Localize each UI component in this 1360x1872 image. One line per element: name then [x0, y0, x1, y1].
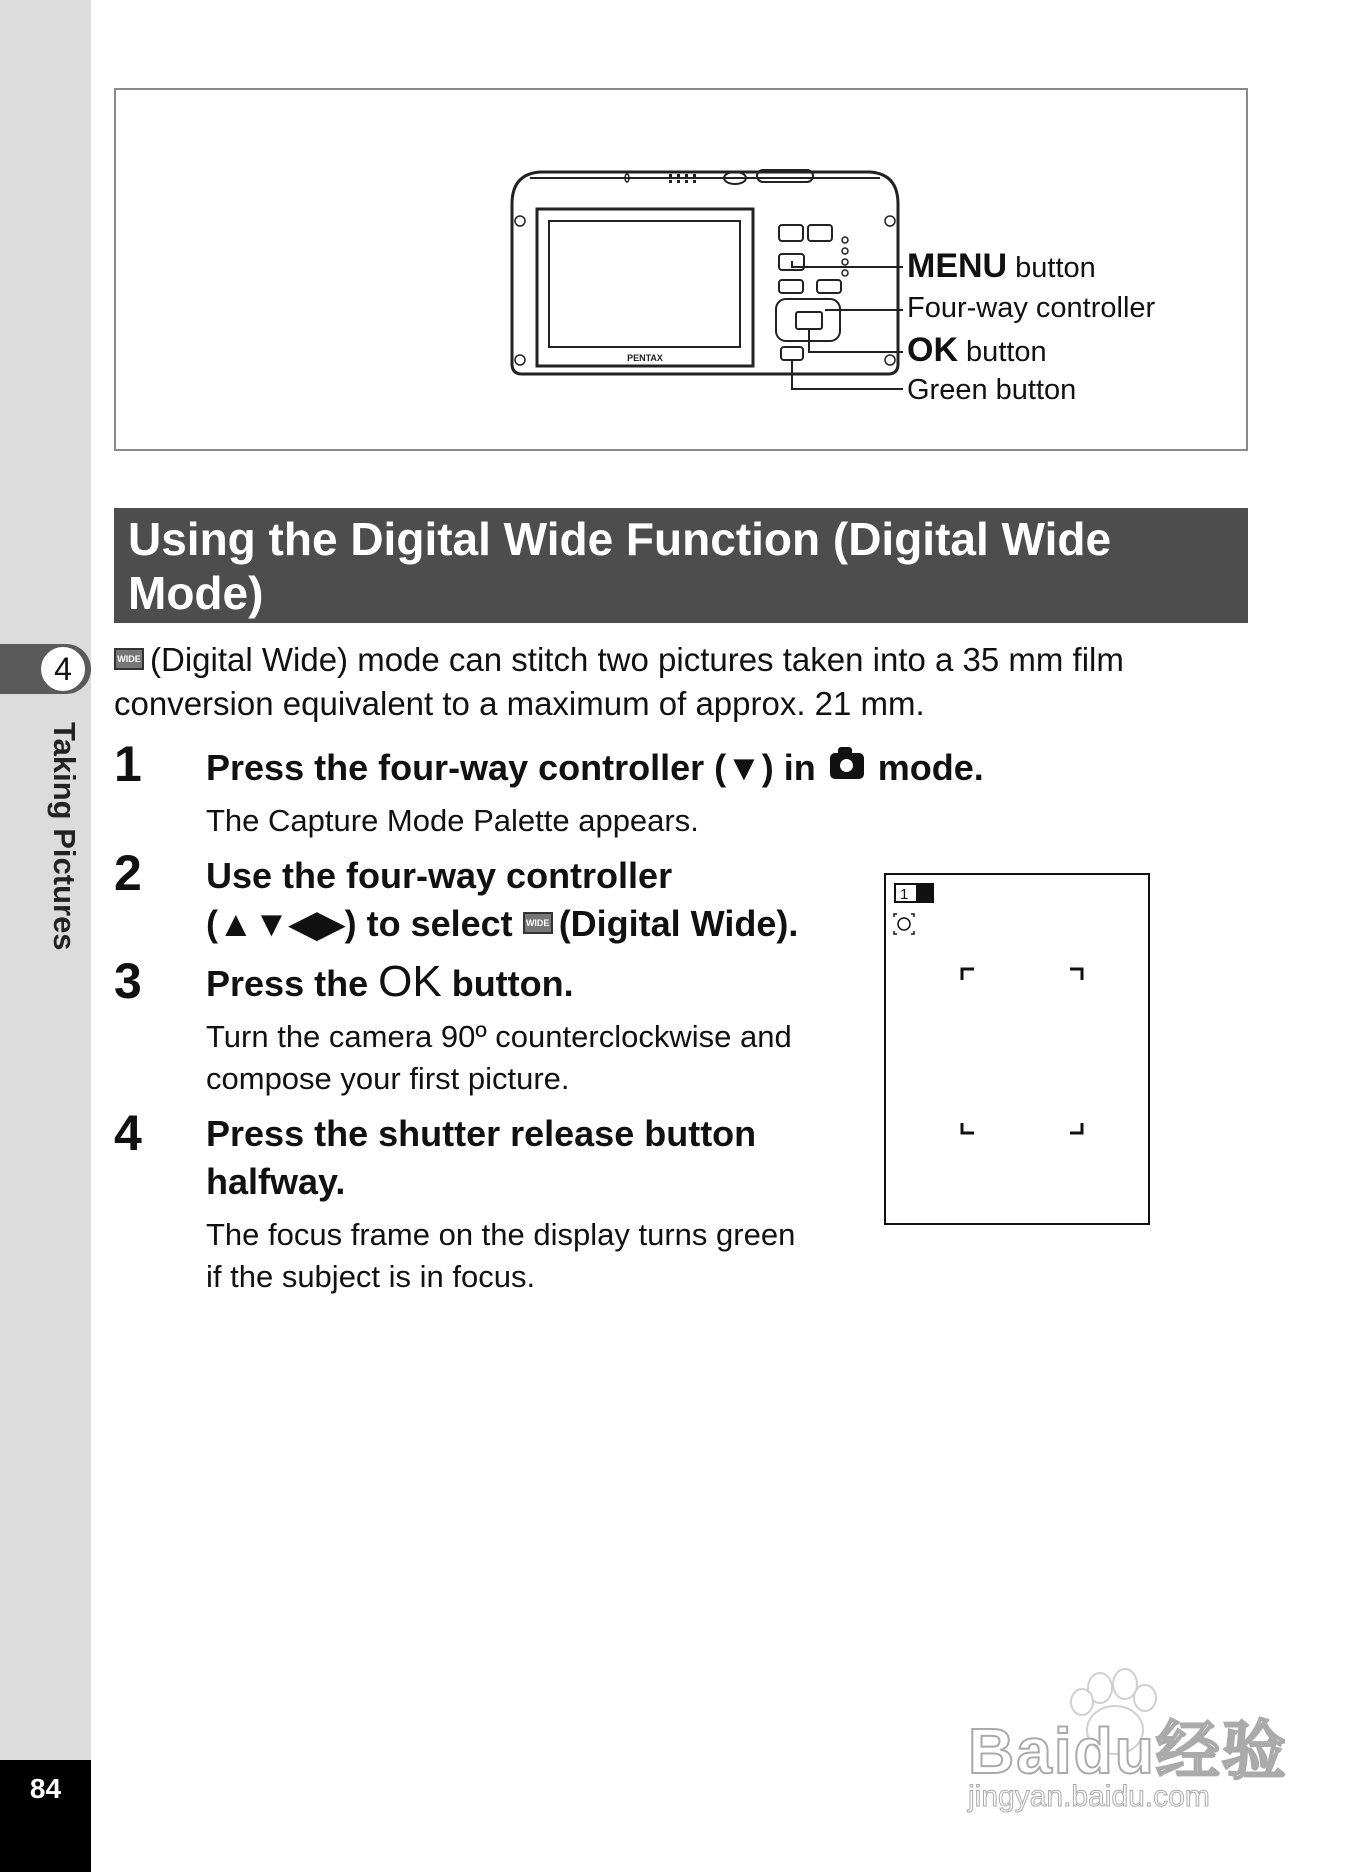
step-4-title-line1: Press the shutter release button: [206, 1113, 757, 1154]
step-3-title: Press the OK button.: [206, 957, 574, 1006]
chapter-title: Taking Pictures: [47, 722, 82, 951]
svg-text:PENTAX: PENTAX: [627, 353, 663, 363]
four-way-controller-callout: Four-way controller: [907, 292, 1156, 324]
ok-button-callout: OK button: [907, 331, 1047, 369]
step-4-desc-line1: The focus frame on the display turns green: [206, 1217, 796, 1252]
face-detect-icon: [894, 914, 914, 934]
digital-wide-icon: WIDE: [523, 912, 553, 934]
chapter-number: 4: [38, 644, 88, 694]
page-number: 84: [29, 1773, 62, 1804]
digital-wide-icon: WIDE: [114, 648, 144, 670]
step-1-title: Press the four-way controller (▼) in mode.: [206, 747, 984, 788]
watermark-url: jingyan.baidu.com: [968, 1780, 1210, 1813]
svg-text:1: 1: [900, 886, 909, 903]
intro-paragraph: WIDE (Digital Wide) mode can stitch two pictures taken into a 35 mm film conversion equivalent to a maximum of approx. 21 mm.: [114, 641, 1124, 722]
step-2-number: 2: [114, 845, 142, 901]
step-4-title-line2: halfway.: [206, 1161, 346, 1202]
camera-icon: [830, 753, 864, 779]
camera-back-illustration: [500, 164, 910, 394]
green-button-callout: Green button: [907, 374, 1077, 406]
step-3-desc-line1: Turn the camera 90º counterclockwise and: [206, 1019, 792, 1054]
step-2-title-line1: Use the four-way controller: [206, 855, 673, 896]
step-3-desc-line2: compose your first picture.: [206, 1061, 570, 1096]
step-4-number: 4: [114, 1105, 142, 1161]
step-1-number: 1: [114, 736, 142, 792]
ok-glyph: OK: [378, 957, 442, 1006]
step-4-desc-line2: if the subject is in focus.: [206, 1259, 536, 1294]
focus-frame-graphic: [886, 875, 1148, 1223]
section-heading: Using the Digital Wide Function (Digital Wide Mode): [114, 508, 1248, 623]
watermark-text: Baidu经验: [968, 1715, 1288, 1787]
menu-button-callout: MENU button: [907, 247, 1096, 285]
step-1-desc: The Capture Mode Palette appears.: [206, 803, 699, 838]
step-3-number: 3: [114, 953, 142, 1009]
step-2-title-line2: (▲▼◀▶) to select WIDE (Digital Wide).: [206, 903, 799, 944]
lcd-screen-illustration: [884, 873, 1150, 1225]
